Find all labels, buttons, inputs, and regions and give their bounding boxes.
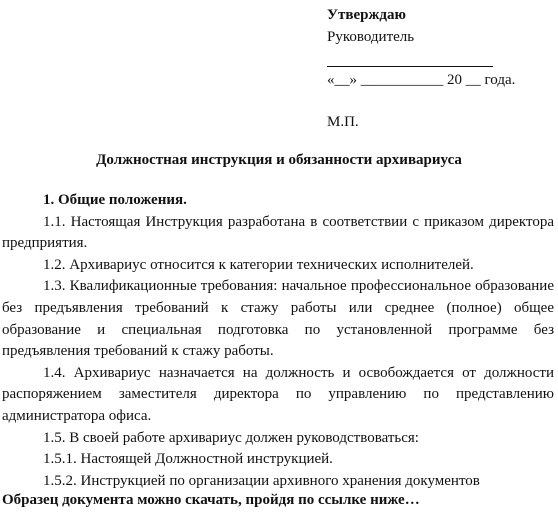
approver-position: Руководитель bbox=[327, 29, 415, 45]
section-heading: 1. Общие положения. bbox=[43, 192, 187, 208]
download-note[interactable]: Образец документа можно скачать, пройдя по ссылке ниже… bbox=[2, 492, 420, 508]
signature-line bbox=[327, 58, 493, 67]
paragraph-1-5-2: 1.5.2. Инструкцией по организации архивного хранения документов bbox=[43, 472, 480, 489]
paragraph-1-3: 1.3. Квалификационные требования: начальное профессиональное образование без предъявления требований к стажу работы или среднее (полное) общее образование и специальная подготовка по установленной программе без предъявления требований к стажу работы. bbox=[2, 278, 554, 360]
paragraph-1-4: 1.4. Архивариус назначается на должность и освобождается от должности распоряжением заместителя директора по управлению по представлению администратора офиса. bbox=[2, 364, 554, 424]
paragraph-1-5: 1.5. В своей работе архивариус должен руководствоваться: bbox=[43, 429, 419, 446]
approval-block bbox=[327, 4, 547, 133]
document-title: Должностная инструкция и обязанности архивариуса bbox=[96, 152, 462, 168]
approval-date-line: «__» ___________ 20 __ года. bbox=[327, 72, 516, 88]
paragraph-1-1: 1.1. Настоящая Инструкция разработана в соответствии с приказом директора предприятия. bbox=[2, 213, 554, 252]
paragraph-1-5-1: 1.5.1. Настоящей Должностной инструкцией. bbox=[43, 451, 333, 468]
paragraph-1-2: 1.2. Архивариус относится к категории технических исполнителей. bbox=[43, 256, 474, 273]
document-body bbox=[2, 190, 554, 492]
stamp-place: М.П. bbox=[327, 114, 359, 130]
approval-title: Утверждаю bbox=[327, 7, 406, 23]
